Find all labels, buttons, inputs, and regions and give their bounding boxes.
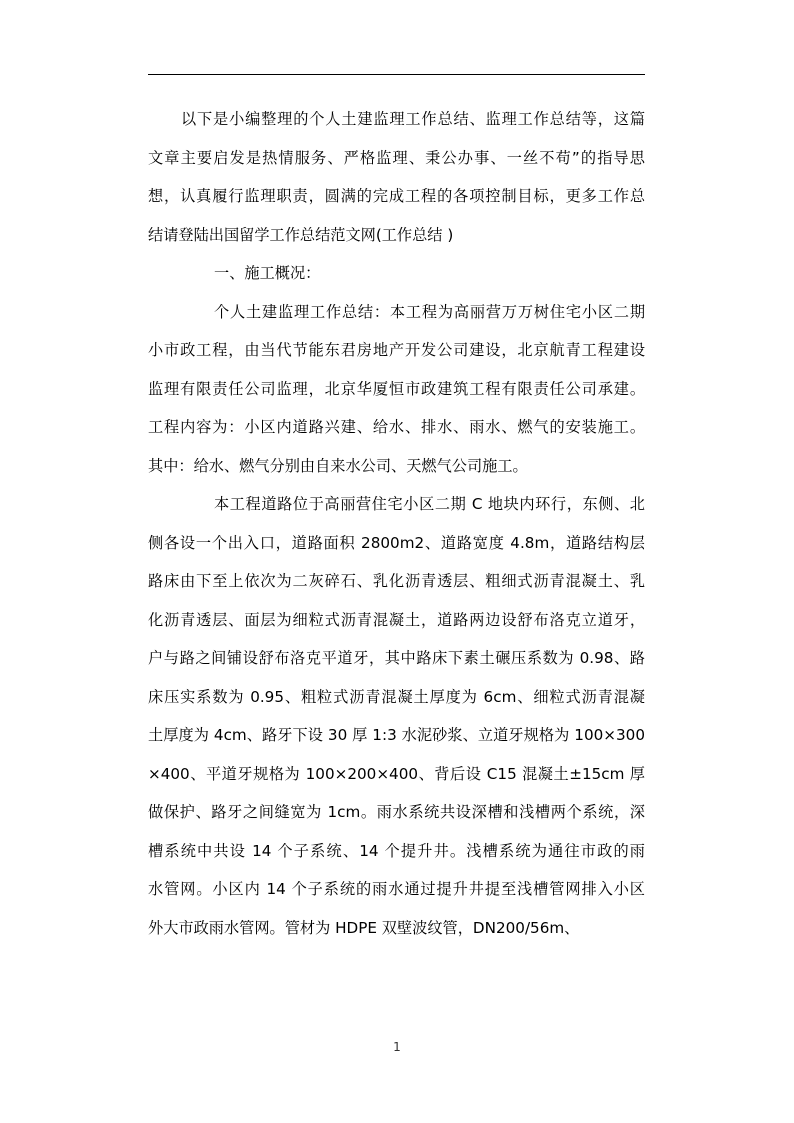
paragraph-line: 以下是小编整理的个人土建监理工作总结、监理工作总结等，这篇 — [181, 110, 645, 128]
paragraph-line: 文章主要启发是热情服务、严格监理、秉公办事、一丝不苟”的指导思 — [148, 148, 645, 167]
paragraph-line: 路床由下至上依次为二灰碎石、乳化沥青透层、粗细式沥青混凝土、乳 — [148, 572, 645, 590]
page-number: 1 — [393, 1040, 401, 1054]
paragraph-line: 外大市政雨水管网。管材为 HDPE 双壁波纹管，DN200/56m、 — [148, 918, 580, 937]
paragraph-line: ×400、平道牙规格为 100×200×400、背后设 C15 混凝土±15cm 厚 — [148, 764, 645, 783]
paragraph-line: 工程内容为：小区内道路兴建、给水、排水、雨水、燃气的安装施工。 — [148, 418, 645, 436]
paragraph-line: 户与路之间铺设舒布洛克平道牙，其中路床下素土碾压系数为 0.98、路 — [148, 649, 645, 667]
paragraph-line: 土厚度为 4cm、路牙下设 30 厚 1:3 水泥砂浆、立道牙规格为 100×300 — [148, 726, 645, 744]
paragraph-line: 监理有限责任公司监理，北京华厦恒市政建筑工程有限责任公司承建。 — [148, 379, 645, 398]
paragraph-line: 做保护、路牙之间缝宽为 1cm。雨水系统共设深槽和浅槽两个系统，深 — [148, 803, 645, 821]
paragraph-line: 本工程道路位于高丽营住宅小区二期 C 地块内环行，东侧、北 — [214, 495, 645, 513]
body-text — [148, 100, 645, 947]
paragraph-line: 槽系统中共设 14 个子系统、14 个提升井。浅槽系统为通往市政的雨 — [148, 841, 645, 860]
paragraph-line: 个人土建监理工作总结：本工程为高丽营万万树住宅小区二期 — [214, 302, 645, 321]
header-rule — [148, 74, 645, 75]
section-heading: 一、施工概况： — [214, 264, 321, 282]
paragraph-line: 小市政工程，由当代节能东君房地产开发公司建设，北京航青工程建设 — [148, 341, 645, 359]
paragraph-line: 水管网。小区内 14 个子系统的雨水通过提升井提至浅槽管网排入小区 — [148, 880, 645, 898]
paragraph-line: 其中：给水、燃气分别由自来水公司、天燃气公司施工。 — [148, 456, 528, 475]
paragraph-line: 结请登陆出国留学工作总结范文网(工作总结 ) — [148, 225, 454, 244]
paragraph-line: 想，认真履行监理职责，圆满的完成工程的各项控制目标，更多工作总 — [148, 187, 645, 205]
paragraph-line: 化沥青透层、面层为细粒式沥青混凝土，道路两边设舒布洛克立道牙， — [148, 610, 645, 629]
paragraph-line: 侧各设一个出入口，道路面积 2800m2、道路宽度 4.8m，道路结构层 — [148, 533, 645, 552]
paragraph-line: 床压实系数为 0.95、粗粒式沥青混凝土厚度为 6cm、细粒式沥青混凝 — [148, 687, 645, 706]
